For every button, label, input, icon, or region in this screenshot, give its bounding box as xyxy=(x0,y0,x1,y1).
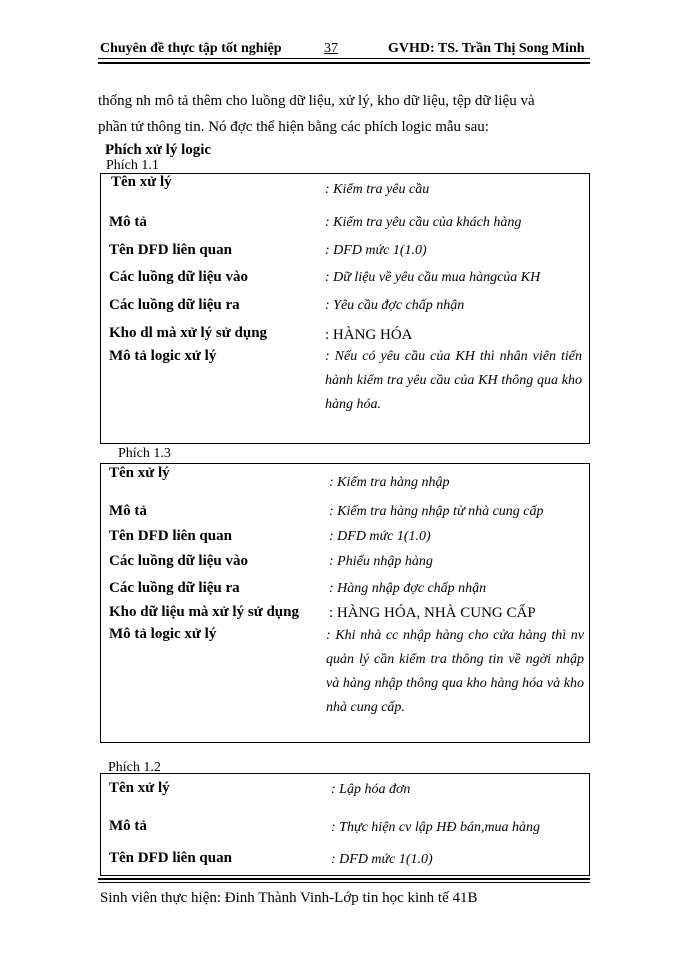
card-caption: Phích 1.3 xyxy=(118,446,171,461)
page-number: 37 xyxy=(324,41,338,56)
field-label: Tên DFD liên quan xyxy=(109,850,232,866)
field-label: Mô tả logic xử lý xyxy=(109,626,217,642)
header-left: Chuyên đề thực tập tốt nghiệp xyxy=(100,41,282,56)
footer-rule-thick xyxy=(98,878,590,880)
section-title: Phích xử lý logic xyxy=(105,142,212,158)
field-label: Mô tả logic xử lý xyxy=(109,348,217,364)
field-value: : Lập hóa đơn xyxy=(331,782,411,797)
logic-description: : Nếu có yêu cầu của KH thì nhân viên tiến hành kiểm tra yêu cầu của KH thông qua kho hàng hóa. xyxy=(325,349,582,412)
field-label: Các luồng dữ liệu ra xyxy=(109,297,240,313)
field-value: : Kiểm tra hàng nhập xyxy=(329,475,450,490)
field-value: : Kiểm tra hàng nhập từ nhà cung cấp xyxy=(329,504,544,519)
field-value: : Kiểm tra yêu cầu của khách hàng xyxy=(325,215,522,230)
intro-line-2: phần tử thông tin. Nó đợc thể hiện bằng các phích logic mẫu sau: xyxy=(98,119,489,135)
field-value: : DFD mức 1(1.0) xyxy=(325,243,427,258)
field-label: Các luồng dữ liệu vào xyxy=(109,269,249,285)
field-label: Tên DFD liên quan xyxy=(109,528,232,544)
field-label: Các luồng dữ liệu vào xyxy=(109,553,249,569)
intro-line-1: thống nh mô tả thêm cho luồng dữ liệu, xử lý, kho dữ liệu, tệp dữ liệu và xyxy=(98,93,535,109)
footer-rule-thin xyxy=(98,882,590,883)
field-label: Mô tả xyxy=(109,214,147,230)
header-right: GVHD: TS. Trần Thị Song Minh xyxy=(388,41,585,56)
logic-description: : Khi nhà cc nhập hàng cho cửa hàng thì nv quản lý cần kiểm tra thông tin về ngời nhập và hàng nhập thông qua kho hàng hóa và kho nhà cung cấp. xyxy=(326,628,584,715)
field-label: Kho dl mà xử lý sử dụng xyxy=(109,325,268,341)
field-value: : DFD mức 1(1.0) xyxy=(329,529,431,544)
field-label: Các luồng dữ liệu ra xyxy=(109,580,240,596)
field-value: : HÀNG HÓA xyxy=(325,327,413,343)
field-label: Mô tả xyxy=(109,503,147,519)
card-caption: Phích 1.2 xyxy=(108,760,161,775)
card-phich-1-1 xyxy=(100,173,590,444)
card-phich-1-3 xyxy=(100,463,590,743)
footer-text: Sinh viên thực hiện: Đinh Thành Vinh-Lớp tin học kinh tế 41B xyxy=(100,890,478,906)
field-label: Tên xử lý xyxy=(111,174,172,190)
field-value: : Hàng nhập đợc chấp nhận xyxy=(329,581,487,596)
field-value: : Phiếu nhập hàng xyxy=(329,554,433,569)
card-caption: Phích 1.1 xyxy=(106,158,159,173)
card-phich-1-2 xyxy=(100,773,590,876)
field-value: : Dữ liệu về yêu cầu mua hàngcủa KH xyxy=(325,270,541,285)
field-label: Tên xử lý xyxy=(109,465,170,481)
field-value: : DFD mức 1(1.0) xyxy=(331,852,433,867)
field-value: : Kiểm tra yêu cầu xyxy=(325,182,430,197)
header-rule-thin xyxy=(98,58,590,59)
field-label: Kho dữ liệu mà xử lý sử dụng xyxy=(109,604,299,620)
field-value: : HÀNG HÓA, NHÀ CUNG CẤP xyxy=(329,605,536,621)
field-label: Tên xử lý xyxy=(109,780,170,796)
header-rule-thick xyxy=(98,62,590,64)
field-label: Mô tả xyxy=(109,818,147,834)
field-label: Tên DFD liên quan xyxy=(109,242,232,258)
field-value: : Thực hiện cv lập HĐ bán,mua hàng xyxy=(331,820,541,835)
field-value: : Yêu cầu đợc chấp nhận xyxy=(325,298,465,313)
